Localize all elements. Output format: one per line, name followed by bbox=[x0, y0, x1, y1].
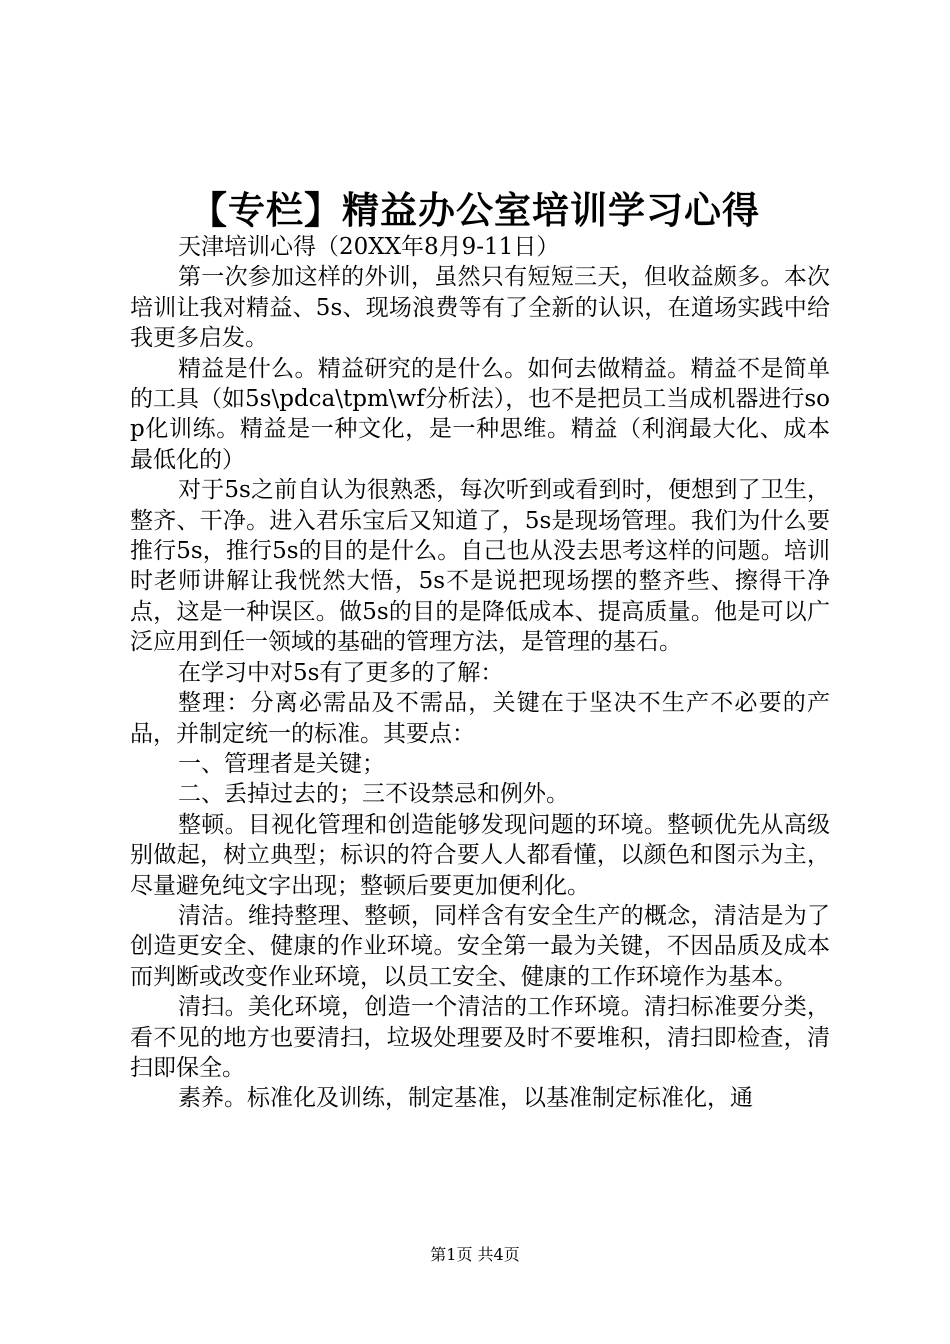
document-title: 【专栏】精益办公室培训学习心得 bbox=[190, 188, 760, 232]
list-item: 二、丢掉过去的；三不设禁忌和例外。 bbox=[178, 781, 569, 808]
document-body bbox=[130, 232, 830, 1114]
paragraph: 整理：分离必需品及不需品，关键在于坚决不生产不必要的产品，并制定统一的标准。其要点： bbox=[130, 690, 830, 747]
paragraph: 在学习中对5s有了更多的了解： bbox=[178, 659, 504, 686]
paragraph: 第一次参加这样的外训，虽然只有短短三天，但收益颇多。本次培训让我对精益、5s、现场浪费等有了全新的认识，在道场实践中给我更多启发。 bbox=[130, 264, 830, 352]
paragraph: 对于5s之前自认为很熟悉，每次听到或看到时，便想到了卫生，整齐、干净。进入君乐宝后又知道了，5s是现场管理。我们为什么要推行5s，推行5s的目的是什么。自己也从没去思考这样的问题。培训时老师讲解让我恍然大悟，5s不是说把现场摆的整齐些、擦得干净点，这是一种误区。做5s的目的是降低成本、提高质量。他是可以广泛应用到任一领域的基础的管理方法，是管理的基石。 bbox=[130, 477, 830, 656]
list-item: 一、管理者是关键； bbox=[178, 750, 385, 777]
paragraph: 精益是什么。精益研究的是什么。如何去做精益。精益不是简单的工具（如5s\pdca\tpm\wf分析法），也不是把员工当成机器进行sop化训练。精益是一种文化，是一种思维。精益（利润最大化、成本最低化的） bbox=[130, 355, 830, 473]
paragraph: 清洁。维持整理、整顿，同样含有安全生产的概念，清洁是为了创造更安全、健康的作业环境。安全第一最为关键，不因品质及成本而判断或改变作业环境，以员工安全、健康的工作环境作为基本。 bbox=[130, 902, 830, 990]
paragraph: 素养。标准化及训练，制定基准，以基准制定标准化，通 bbox=[178, 1085, 753, 1112]
paragraph-heading-note: 天津培训心得（20XX年8月9-11日） bbox=[178, 234, 560, 260]
paragraph: 清扫。美化环境，创造一个清洁的工作环境。清扫标准要分类，看不见的地方也要清扫，垃圾处理要及时不要堆积，清扫即检查，清扫即保全。 bbox=[130, 994, 830, 1081]
paragraph: 整顿。目视化管理和创造能够发现问题的环境。整顿优先从高级别做起，树立典型；标识的符合要人人都看懂，以颜色和图示为主，尽量避免纯文字出现；整顿后要更加便利化。 bbox=[130, 811, 830, 899]
page-number: 第1页 共4页 bbox=[430, 1245, 520, 1264]
